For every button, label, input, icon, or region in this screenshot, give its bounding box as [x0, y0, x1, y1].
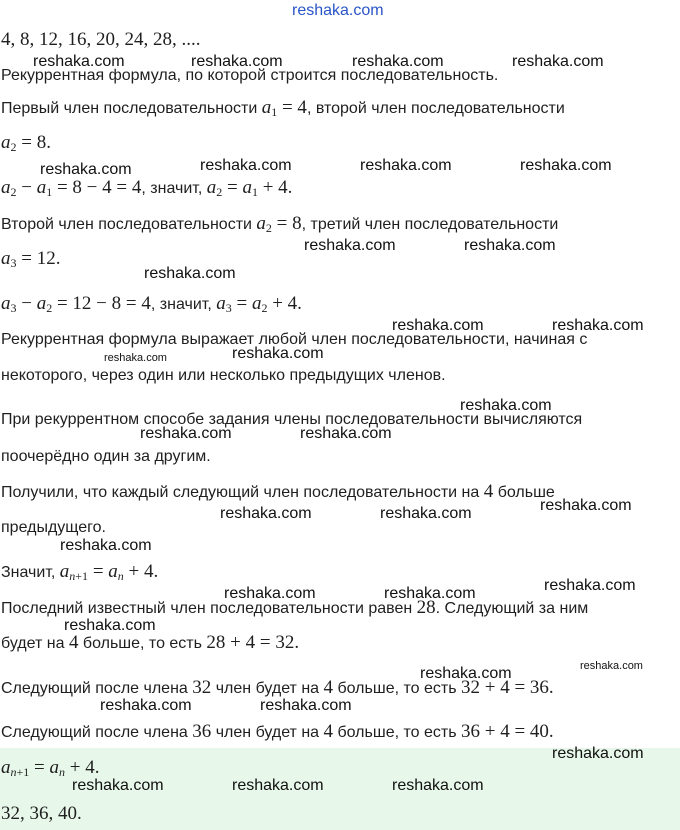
text: больше — [497, 484, 555, 501]
last-line-2: будет на 4 больше, то есть 28 + 4 = 32. — [1, 632, 300, 653]
sequence: 4, 8, 12, 16, 20, 24, 28, .... — [1, 29, 201, 50]
answer-numbers: 32, 36, 40. — [1, 803, 82, 824]
watermark: reshaka.com — [520, 157, 612, 174]
text: , значит, — [141, 180, 203, 197]
watermark: reshaka.com — [544, 577, 636, 594]
text: больше, то есть — [82, 635, 202, 652]
watermark: reshaka.com — [464, 237, 556, 254]
text: Второй член последовательности — [1, 216, 252, 233]
watermark: reshaka.com — [360, 157, 452, 174]
watermark: reshaka.com — [40, 161, 132, 178]
watermark: reshaka.com — [300, 425, 392, 442]
watermark: reshaka.com — [420, 665, 512, 682]
watermark: reshaka.com — [392, 317, 484, 334]
method-text-1: При рекуррентном способе задания члены последовательности вычисляются — [1, 411, 583, 428]
next-line-32: Следующий после члена 32 член будет на 4 больше, то есть 32 + 4 = 36. — [1, 677, 554, 698]
watermark: reshaka.com — [64, 617, 156, 634]
text: будет на — [1, 635, 65, 652]
got-line-2: предыдущего. — [1, 519, 106, 536]
text: Получили, что каждый следующий член последовательности на — [1, 484, 480, 501]
watermark: reshaka.com — [260, 697, 352, 714]
watermark: reshaka.com — [104, 352, 167, 364]
formula-intro: Рекуррентная формула, по которой строится последовательность. — [1, 67, 499, 84]
recurrent-text-1: Рекуррентная формула выражает любой член последовательности, начиная с — [1, 331, 588, 348]
watermark: reshaka.com — [392, 777, 484, 794]
watermark: reshaka.com — [304, 237, 396, 254]
diff-line-2: $a_3 - a_2 = 12 - 8 = 4$, значит, $a_3 = a_2 + 4$. — [1, 293, 302, 315]
first-member-line: Первый член последовательности $a_1 = 4$, второй член последовательности — [1, 97, 565, 119]
watermark: reshaka.com — [140, 425, 232, 442]
a2-eq-8: $a_2 = 8$. — [1, 132, 51, 154]
watermark: reshaka.com — [460, 397, 552, 414]
watermark: reshaka.com — [200, 157, 292, 174]
watermark: reshaka.com — [72, 777, 164, 794]
so-line: Значит, $a_{n+1} = a_n + 4$. — [1, 561, 159, 583]
watermark: reshaka.com — [33, 53, 125, 70]
text: , второй член последовательности — [306, 100, 565, 117]
watermark: reshaka.com — [352, 53, 444, 70]
watermark: reshaka.com — [512, 53, 604, 70]
text: больше, то есть — [337, 680, 457, 697]
watermark: reshaka.com — [580, 660, 643, 672]
watermark: reshaka.com — [100, 697, 192, 714]
text: член будет на — [215, 680, 320, 697]
watermark: reshaka.com — [232, 345, 324, 362]
text: . Следующий за ним — [435, 600, 589, 617]
text: Следующий после члена — [1, 724, 188, 741]
watermark: reshaka.com — [540, 497, 632, 514]
second-member-line: Второй член последовательности $a_2 = 8$, третий член последовательности — [1, 213, 559, 235]
top-watermark: reshaka.com — [292, 2, 384, 19]
recurrent-text-2: некоторого, через один или несколько предыдущих членов. — [1, 367, 446, 384]
watermark: reshaka.com — [380, 505, 472, 522]
text: член будет на — [215, 724, 320, 741]
watermark: reshaka.com — [220, 505, 312, 522]
watermark: reshaka.com — [144, 265, 236, 282]
watermark: reshaka.com — [384, 585, 476, 602]
last-line-1: Последний известный член последовательности равен 28. Следующий за ним — [1, 597, 589, 618]
text: Последний известный член последовательности равен — [1, 600, 413, 617]
text: больше, то есть — [337, 724, 457, 741]
text: , значит, — [150, 296, 212, 313]
text: , третий член последовательности — [301, 216, 559, 233]
next-line-36: Следующий после члена 36 член будет на 4 больше, то есть 36 + 4 = 40. — [1, 721, 554, 742]
watermark: reshaka.com — [191, 53, 283, 70]
text: Значит, — [1, 564, 56, 581]
method-text-2: поочерёдно один за другим. — [1, 448, 211, 465]
text: Первый член последовательности — [1, 100, 258, 117]
watermark: reshaka.com — [232, 777, 324, 794]
answer-formula: $a_{n+1} = a_n + 4$. — [1, 757, 100, 779]
watermark: reshaka.com — [60, 537, 152, 554]
text: Следующий после члена — [1, 680, 188, 697]
diff-line-1: $a_2 - a_1 = 8 - 4 = 4$, значит, $a_2 = a_1 + 4$. — [1, 177, 293, 199]
watermark: reshaka.com — [224, 585, 316, 602]
watermark: reshaka.com — [552, 745, 644, 762]
a3-eq-12: $a_3 = 12$. — [1, 248, 61, 270]
got-line: Получили, что каждый следующий член последовательности на 4 больше — [1, 481, 555, 502]
watermark: reshaka.com — [552, 317, 644, 334]
